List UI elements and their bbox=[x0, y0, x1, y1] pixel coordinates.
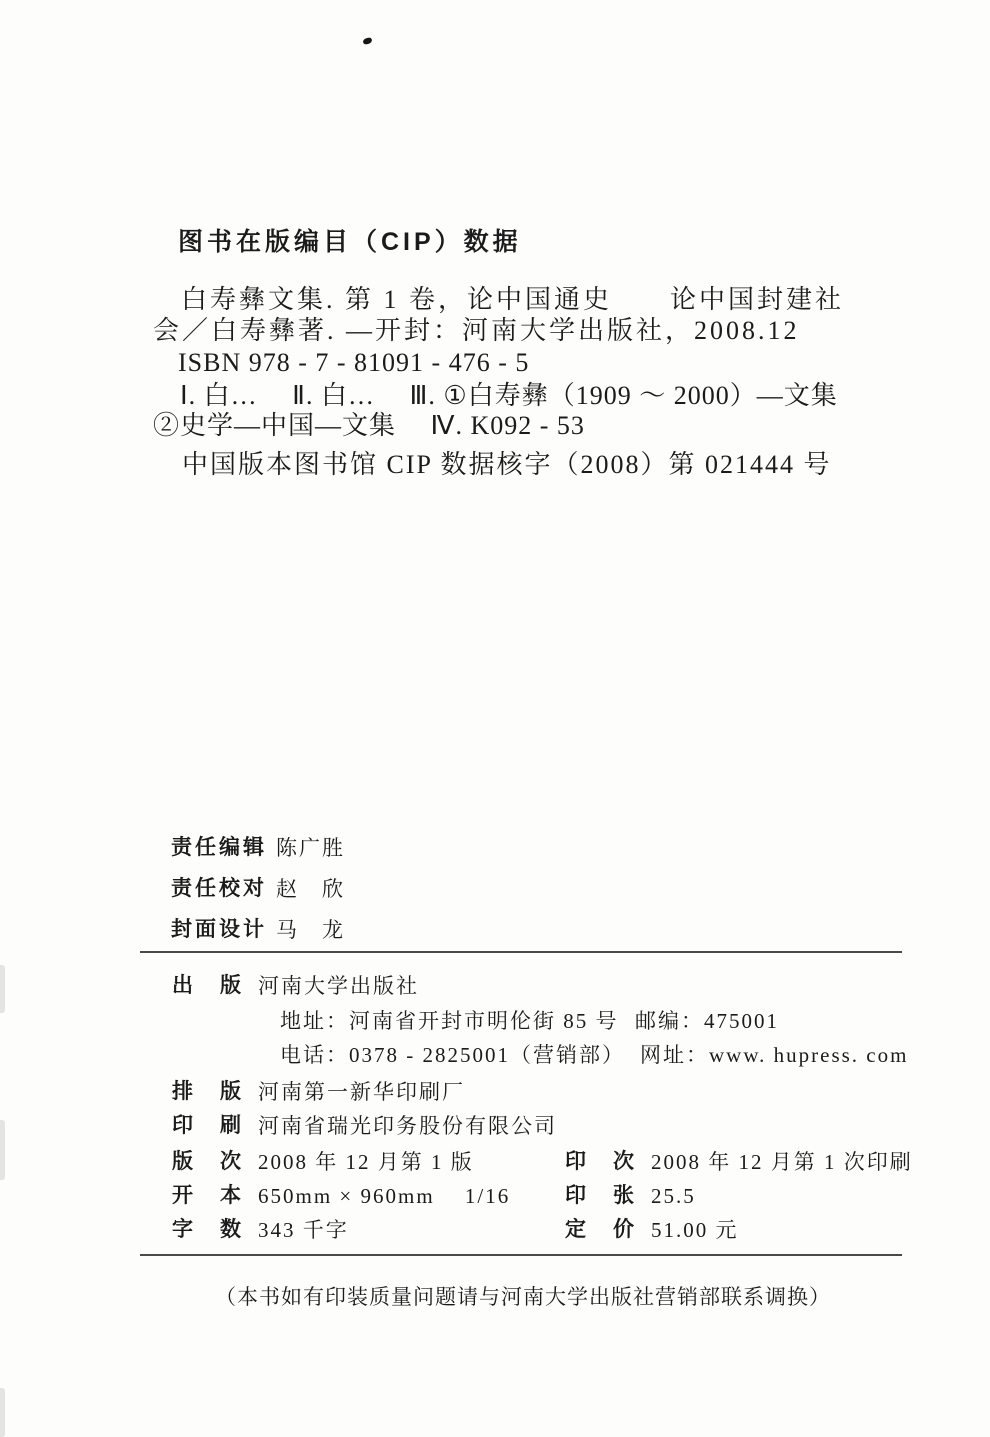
divider-rule-top bbox=[140, 951, 902, 953]
scan-edge-smudge bbox=[0, 965, 5, 1013]
scan-edge-smudge bbox=[0, 1120, 5, 1180]
colophon-label-printing: 印 次 bbox=[565, 1150, 637, 1173]
scan-speck-artifact bbox=[362, 37, 372, 45]
colophon-label-typesetter: 排 版 bbox=[172, 1080, 244, 1103]
colophon-label-edition: 版 次 bbox=[172, 1150, 244, 1173]
scan-edge-smudge bbox=[0, 1388, 5, 1437]
cip-classification-line-2: ②史学—中国—文集 Ⅳ. K092 - 53 bbox=[153, 411, 585, 440]
cip-isbn: ISBN 978 - 7 - 81091 - 476 - 5 bbox=[178, 348, 530, 377]
colophon-value-typesetter: 河南第一新华印刷厂 bbox=[258, 1080, 465, 1104]
staff-label-proofreader: 责任校对 bbox=[171, 877, 267, 900]
colophon-postcode: 邮编：475001 bbox=[635, 1009, 779, 1033]
colophon-address: 地址：河南省开封市明伦街 85 号 bbox=[280, 1009, 619, 1033]
staff-label-editor: 责任编辑 bbox=[171, 836, 267, 859]
colophon-label-format: 开 本 bbox=[172, 1184, 244, 1207]
staff-name-proofreader: 赵 欣 bbox=[276, 877, 345, 901]
colophon-label-sheets: 印 张 bbox=[565, 1184, 637, 1207]
colophon-value-sheets: 25.5 bbox=[651, 1184, 696, 1208]
divider-rule-bottom bbox=[140, 1254, 902, 1256]
cip-record-number: 中国版本图书馆 CIP 数据核字（2008）第 021444 号 bbox=[182, 450, 832, 479]
staff-name-cover-designer: 马 龙 bbox=[276, 918, 345, 942]
colophon-value-edition: 2008 年 12 月第 1 版 bbox=[258, 1150, 474, 1174]
colophon-label-wordcount: 字 数 bbox=[172, 1218, 244, 1241]
colophon-label-price: 定 价 bbox=[565, 1218, 637, 1241]
colophon-website: 网址：www. hupress. com bbox=[640, 1043, 909, 1067]
colophon-value-publisher: 河南大学出版社 bbox=[258, 974, 419, 998]
colophon-label-printer: 印 刷 bbox=[172, 1114, 244, 1137]
colophon-label-publisher: 出 版 bbox=[172, 974, 244, 997]
colophon-value-price: 51.00 元 bbox=[651, 1218, 739, 1242]
colophon-value-printing: 2008 年 12 月第 1 次印刷 bbox=[651, 1150, 913, 1174]
colophon-value-printer: 河南省瑞光印务股份有限公司 bbox=[258, 1114, 557, 1138]
quality-exchange-note: （本书如有印装质量问题请与河南大学出版社营销部联系调换） bbox=[215, 1285, 831, 1309]
staff-label-cover-designer: 封面设计 bbox=[171, 918, 267, 941]
cip-heading: 图书在版编目（CIP）数据 bbox=[178, 228, 522, 256]
colophon-value-wordcount: 343 千字 bbox=[258, 1218, 349, 1242]
cip-classification-line-1: Ⅰ. 白… Ⅱ. 白… Ⅲ. ①白寿彝（1909 ～ 2000）—文集 bbox=[180, 381, 838, 410]
cip-title-line-1: 白寿彝文集. 第 1 卷，论中国通史 论中国封建社 bbox=[181, 285, 845, 314]
colophon-value-format: 650mm × 960mm 1/16 bbox=[258, 1184, 511, 1208]
staff-name-editor: 陈广胜 bbox=[276, 836, 345, 860]
colophon-phone: 电话：0378 - 2825001（营销部） bbox=[280, 1043, 625, 1067]
cip-title-line-2: 会／白寿彝著. —开封：河南大学出版社，2008.12 bbox=[153, 316, 800, 345]
